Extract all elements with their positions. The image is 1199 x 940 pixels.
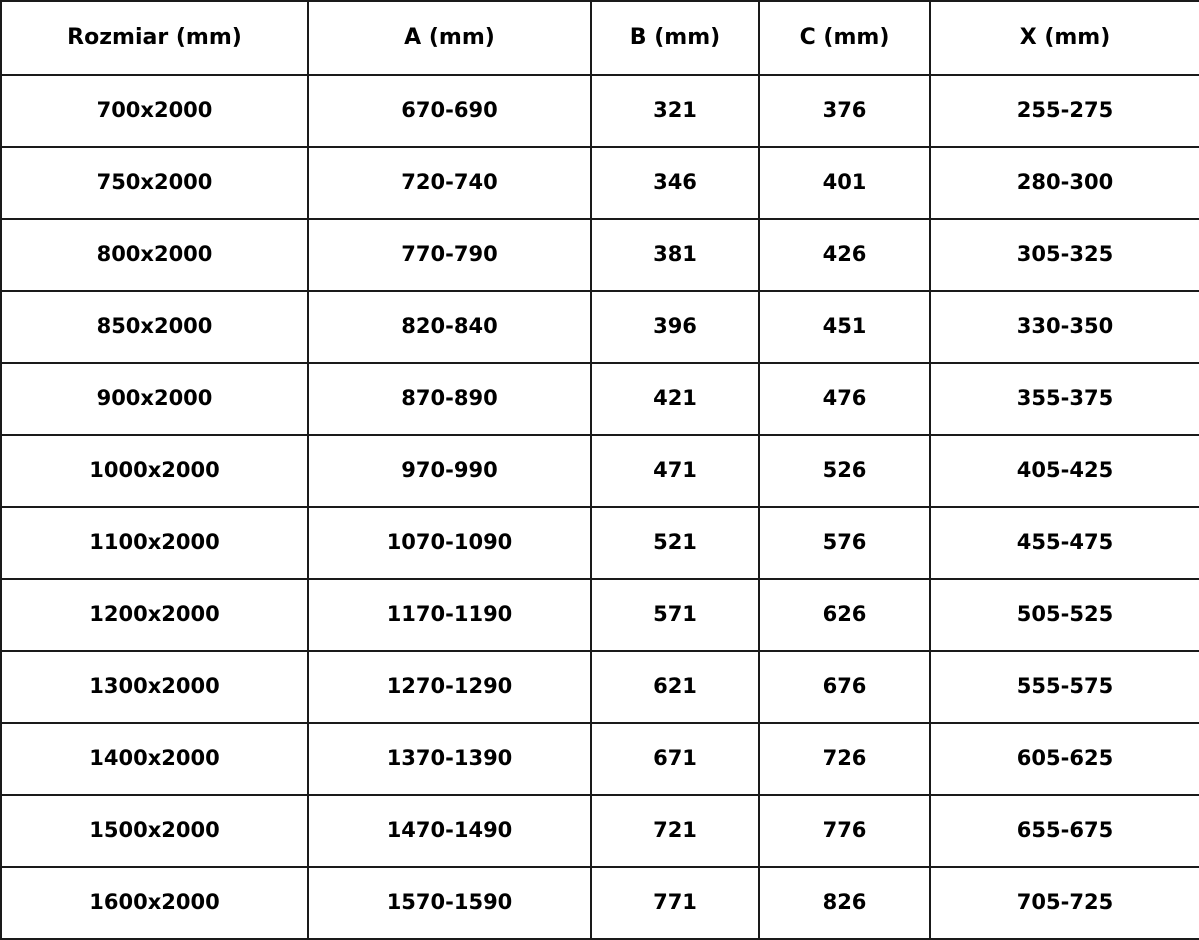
table-row bbox=[1, 579, 1199, 651]
cell-b: 471 bbox=[591, 435, 759, 507]
cell-c: 826 bbox=[759, 867, 930, 939]
table-row bbox=[1, 147, 1199, 219]
cell-rozmiar: 700x2000 bbox=[1, 75, 308, 147]
cell-rozmiar: 1600x2000 bbox=[1, 867, 308, 939]
cell-c: 451 bbox=[759, 291, 930, 363]
cell-a: 1270-1290 bbox=[308, 651, 591, 723]
cell-a: 1470-1490 bbox=[308, 795, 591, 867]
cell-rozmiar: 1500x2000 bbox=[1, 795, 308, 867]
cell-c: 401 bbox=[759, 147, 930, 219]
table-body bbox=[1, 75, 1199, 939]
table-row bbox=[1, 867, 1199, 939]
cell-a: 820-840 bbox=[308, 291, 591, 363]
column-header-a: A (mm) bbox=[308, 1, 591, 75]
cell-rozmiar: 1000x2000 bbox=[1, 435, 308, 507]
cell-rozmiar: 1400x2000 bbox=[1, 723, 308, 795]
table-row bbox=[1, 723, 1199, 795]
cell-b: 771 bbox=[591, 867, 759, 939]
cell-c: 776 bbox=[759, 795, 930, 867]
cell-rozmiar: 1200x2000 bbox=[1, 579, 308, 651]
cell-c: 426 bbox=[759, 219, 930, 291]
cell-b: 381 bbox=[591, 219, 759, 291]
cell-b: 396 bbox=[591, 291, 759, 363]
table-row bbox=[1, 219, 1199, 291]
cell-c: 726 bbox=[759, 723, 930, 795]
cell-a: 770-790 bbox=[308, 219, 591, 291]
column-header-b: B (mm) bbox=[591, 1, 759, 75]
cell-x: 330-350 bbox=[930, 291, 1199, 363]
table-row bbox=[1, 795, 1199, 867]
table-header bbox=[1, 1, 1199, 75]
table-row bbox=[1, 75, 1199, 147]
cell-a: 970-990 bbox=[308, 435, 591, 507]
cell-b: 721 bbox=[591, 795, 759, 867]
table-row bbox=[1, 507, 1199, 579]
cell-b: 671 bbox=[591, 723, 759, 795]
table-header-row bbox=[1, 1, 1199, 75]
cell-x: 305-325 bbox=[930, 219, 1199, 291]
cell-b: 621 bbox=[591, 651, 759, 723]
cell-b: 421 bbox=[591, 363, 759, 435]
cell-x: 555-575 bbox=[930, 651, 1199, 723]
table-row bbox=[1, 291, 1199, 363]
cell-a: 720-740 bbox=[308, 147, 591, 219]
cell-b: 321 bbox=[591, 75, 759, 147]
cell-c: 626 bbox=[759, 579, 930, 651]
cell-x: 355-375 bbox=[930, 363, 1199, 435]
cell-x: 505-525 bbox=[930, 579, 1199, 651]
cell-rozmiar: 1300x2000 bbox=[1, 651, 308, 723]
cell-b: 571 bbox=[591, 579, 759, 651]
table-row bbox=[1, 363, 1199, 435]
cell-rozmiar: 900x2000 bbox=[1, 363, 308, 435]
cell-x: 280-300 bbox=[930, 147, 1199, 219]
cell-x: 255-275 bbox=[930, 75, 1199, 147]
cell-rozmiar: 750x2000 bbox=[1, 147, 308, 219]
column-header-x: X (mm) bbox=[930, 1, 1199, 75]
cell-x: 405-425 bbox=[930, 435, 1199, 507]
cell-a: 1570-1590 bbox=[308, 867, 591, 939]
cell-a: 1170-1190 bbox=[308, 579, 591, 651]
cell-x: 705-725 bbox=[930, 867, 1199, 939]
cell-rozmiar: 1100x2000 bbox=[1, 507, 308, 579]
cell-a: 670-690 bbox=[308, 75, 591, 147]
cell-a: 870-890 bbox=[308, 363, 591, 435]
cell-x: 455-475 bbox=[930, 507, 1199, 579]
cell-c: 526 bbox=[759, 435, 930, 507]
cell-a: 1370-1390 bbox=[308, 723, 591, 795]
cell-x: 605-625 bbox=[930, 723, 1199, 795]
cell-c: 376 bbox=[759, 75, 930, 147]
cell-rozmiar: 800x2000 bbox=[1, 219, 308, 291]
cell-a: 1070-1090 bbox=[308, 507, 591, 579]
cell-rozmiar: 850x2000 bbox=[1, 291, 308, 363]
column-header-c: C (mm) bbox=[759, 1, 930, 75]
cell-b: 346 bbox=[591, 147, 759, 219]
cell-x: 655-675 bbox=[930, 795, 1199, 867]
cell-b: 521 bbox=[591, 507, 759, 579]
cell-c: 576 bbox=[759, 507, 930, 579]
cell-c: 676 bbox=[759, 651, 930, 723]
table-row bbox=[1, 651, 1199, 723]
column-header-rozmiar: Rozmiar (mm) bbox=[1, 1, 308, 75]
cell-c: 476 bbox=[759, 363, 930, 435]
table-row bbox=[1, 435, 1199, 507]
